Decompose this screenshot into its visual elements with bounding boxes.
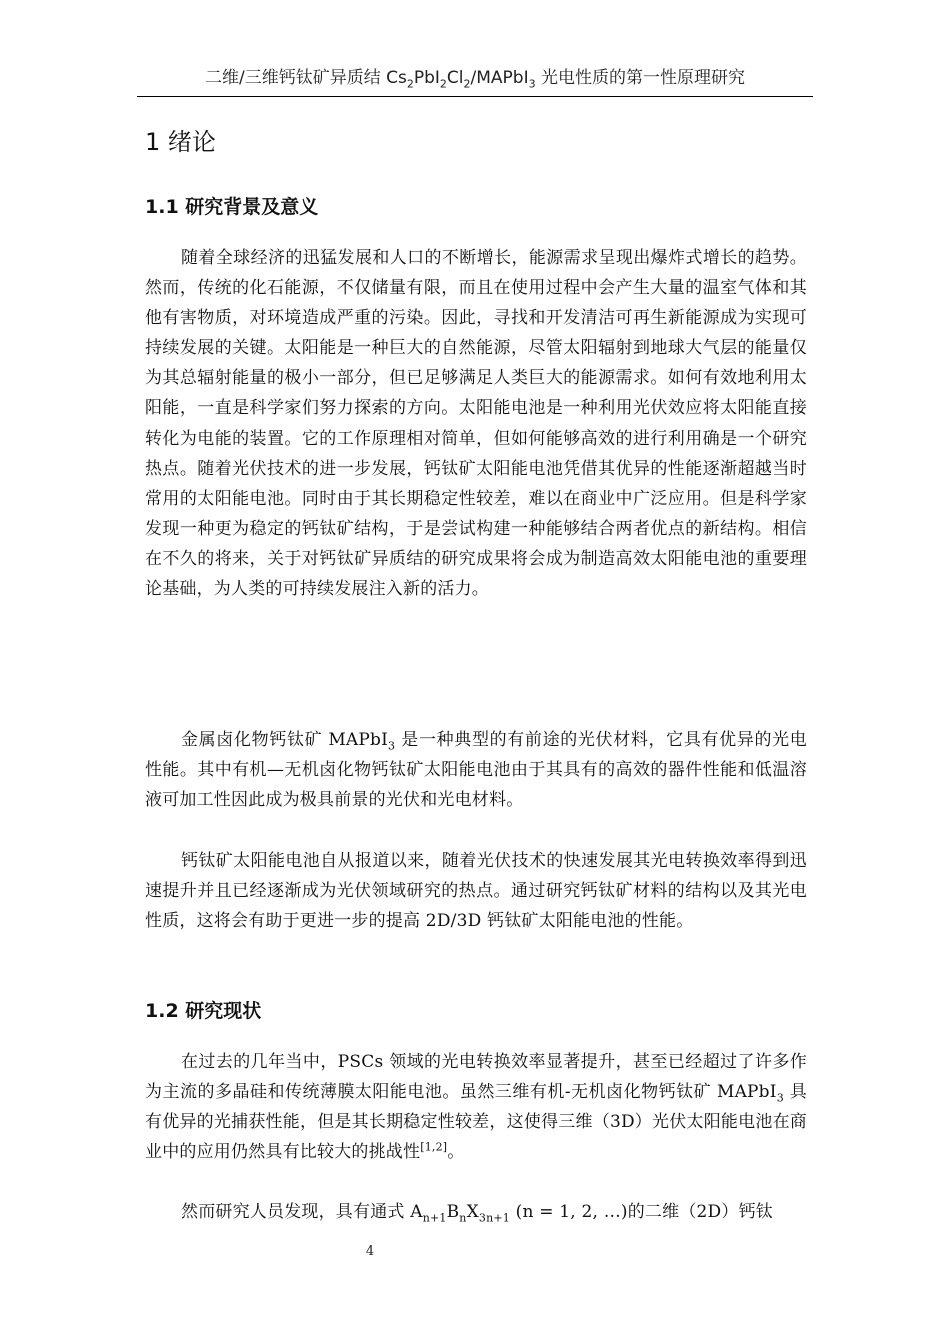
- subscript: n: [459, 1211, 467, 1225]
- citation: [1,2]: [420, 1140, 448, 1154]
- subscript: 3: [388, 739, 396, 753]
- header-text: Cl: [446, 68, 464, 88]
- section-title-1-2: 1.2 研究现状: [145, 1000, 262, 1022]
- header-subscript: 3: [528, 77, 536, 91]
- paragraph-text: 在过去的几年当中，PSCs 领域的光电转换效率显著提升，甚至已经超过了许多作为主流的多晶硅和传统薄膜太阳能电池。虽然三维有机-无机卤化物钙钛矿 MAPbI: [145, 1052, 807, 1103]
- subscript: n+1: [422, 1211, 447, 1225]
- header-text: /MAPbI: [470, 68, 529, 88]
- paragraph-text: 具有优异的光捕获性能，但是其长期稳定性较差，这使得三维（3D）光伏太阳能电池在商业中的应用仍然具有比较大的挑战性: [145, 1082, 807, 1163]
- paragraph-text: X: [466, 1202, 479, 1222]
- paragraph-background: 随着全球经济的迅猛发展和人口的不断增长，能源需求呈现出爆炸式增长的趋势。然而，传统的化石能源，不仅储量有限，而且在使用过程中会产生大量的温室气体和其他有害物质，对环境造成严重的污染。因此，寻找和开发清洁可再生新能源成为实现可持续发展的关键。太阳能是一种巨大的自然能源，尽管太阳辐射到地球大气层的能量仅为其总辐射能量的极小一部分，但已足够满足人类巨大的能源需求。如何有效地利用太阳能，一直是科学家们努力探索的方向。太阳能电池是一种利用光伏效应将太阳能直接转化为电能的装置。它的工作原理相对简单，但如何能够高效的进行利用确是一个研究热点。随着光伏技术的进一步发展，钙钛矿太阳能电池凭借其优异的性能逐渐超越当时常用的太阳能电池。同时由于其长期稳定性较差，难以在商业中广泛应用。但是科学家发现一种更为稳定的钙钛矿结构，于是尝试构建一种能够结合两者优点的新结构。相信在不久的将来，关于对钙钛矿异质结的研究成果将会成为制造高效太阳能电池的重要理论基础，为人类的可持续发展注入新的活力。: [145, 248, 807, 600]
- paragraph-mapbi3: [145, 725, 807, 815]
- header-text: PbI: [413, 68, 440, 88]
- page-number: 4: [365, 1244, 375, 1259]
- paragraph-text: 。: [447, 1142, 465, 1163]
- header-text: 二维/三维钙钛矿异质结 Cs: [204, 68, 407, 88]
- paragraph-perovskite-cells: 钙钛矿太阳能电池自从报道以来，随着光伏技术的快速发展其光电转换效率得到迅速提升并且已经逐渐成为光伏领域研究的热点。通过研究钙钛矿材料的结构以及其光电性质，这将会有助于更进一步的提高 2D/3D 钙钛矿太阳能电池的性能。: [145, 851, 807, 932]
- paragraph-text: (n = 1, 2, …)的二维（2D）钙钛: [510, 1202, 773, 1222]
- header-subscript: 2: [406, 77, 414, 91]
- running-header: [137, 66, 813, 90]
- paragraph-2d-perovskite: [145, 1197, 807, 1227]
- chapter-title: 1 绪论: [145, 128, 216, 156]
- header-text: 光电性质的第一性原理研究: [535, 68, 745, 88]
- section-title-1-1: 1.1 研究背景及意义: [145, 196, 319, 218]
- header-subscript: 2: [439, 77, 447, 91]
- paragraph-text: B: [446, 1202, 460, 1222]
- paragraph-text: 金属卤化物钙钛矿 MAPbI: [181, 730, 389, 750]
- paragraph-research-status: [145, 1047, 807, 1167]
- subscript: 3: [776, 1091, 784, 1105]
- paragraph-text: 是一种典型的有前途的光伏材料，它具有优异的光电性能。其中有机—无机卤化物钙钛矿太阳能电池由于其具有的高效的器件性能和低温溶液可加工性因此成为极具前景的光伏和光电材料。: [145, 730, 807, 811]
- header-rule: [137, 96, 813, 97]
- subscript: 3n+1: [478, 1211, 511, 1225]
- paragraph-text: 然而研究人员发现，具有通式 A: [181, 1202, 423, 1222]
- header-subscript: 2: [463, 77, 471, 91]
